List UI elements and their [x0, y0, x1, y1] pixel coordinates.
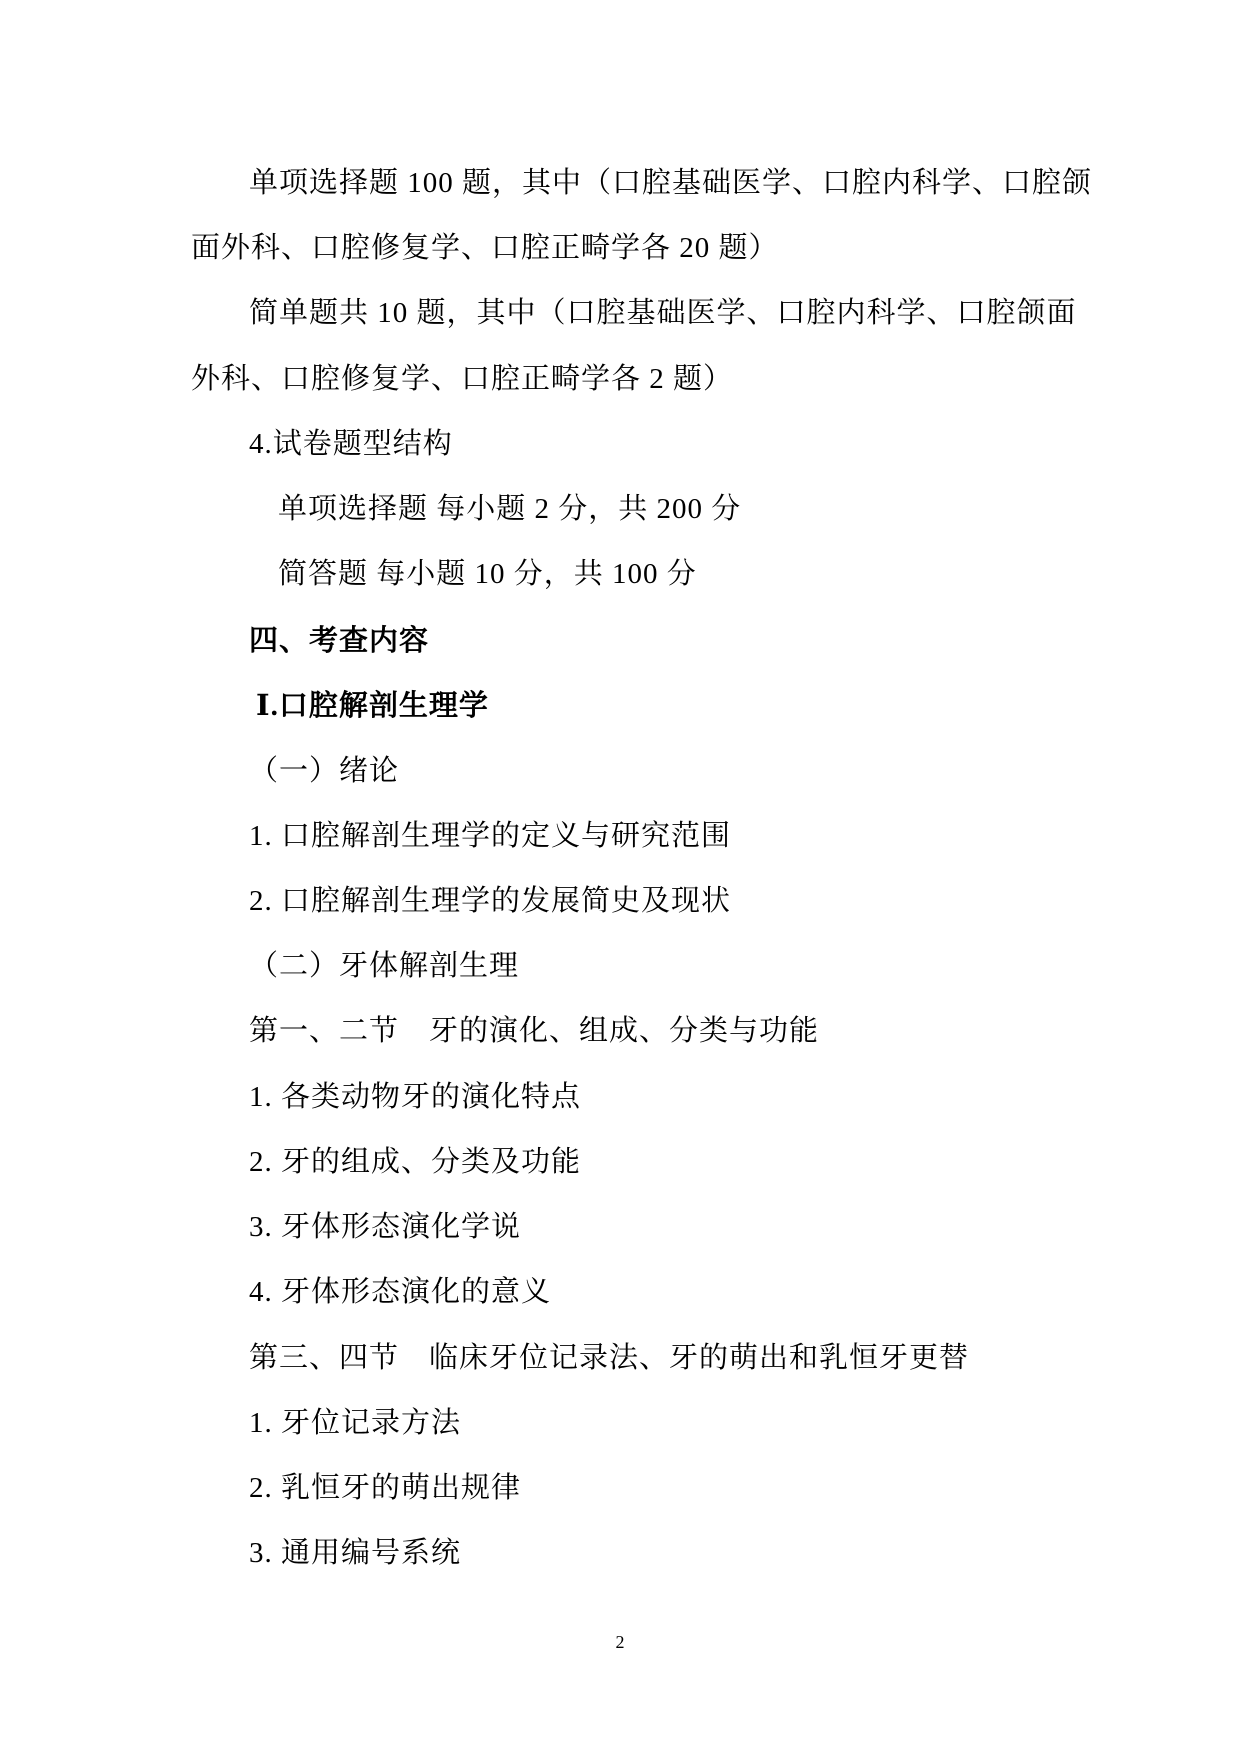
- paragraph-line: 单项选择题 每小题 2 分，共 200 分: [278, 493, 742, 525]
- list-item: 3. 通用编号系统: [249, 1537, 462, 1569]
- chapter-heading: （一）绪论: [249, 755, 400, 787]
- list-item: 4. 牙体形态演化的意义: [249, 1276, 552, 1308]
- paragraph-line: 单项选择题 100 题，其中（口腔基础医学、口腔内科学、口腔颌: [249, 167, 1093, 199]
- list-item: 2. 口腔解剖生理学的发展简史及现状: [249, 885, 732, 917]
- paragraph-line: 简单题共 10 题，其中（口腔基础医学、口腔内科学、口腔颌面: [249, 297, 1077, 329]
- list-item: 3. 牙体形态演化学说: [249, 1211, 522, 1243]
- paragraph-line: 面外科、口腔修复学、口腔正畸学各 20 题）: [191, 232, 779, 264]
- section-heading: 第一、二节 牙的演化、组成、分类与功能: [249, 1015, 820, 1047]
- list-item: 1. 口腔解剖生理学的定义与研究范围: [249, 820, 732, 852]
- list-item: 1. 牙位记录方法: [249, 1407, 462, 1439]
- subject-heading: Ⅰ.口腔解剖生理学: [256, 690, 489, 722]
- list-item: 2. 乳恒牙的萌出规律: [249, 1472, 522, 1504]
- list-item: 2. 牙的组成、分类及功能: [249, 1146, 582, 1178]
- page-number: 2: [615, 1632, 625, 1652]
- chapter-heading: （二）牙体解剖生理: [249, 950, 520, 982]
- section-heading: 四、考查内容: [249, 625, 430, 657]
- list-item: 1. 各类动物牙的演化特点: [249, 1081, 582, 1113]
- section-heading: 第三、四节 临床牙位记录法、牙的萌出和乳恒牙更替: [249, 1342, 970, 1374]
- section-heading: 4.试卷题型结构: [249, 428, 453, 460]
- paragraph-line: 外科、口腔修复学、口腔正畸学各 2 题）: [191, 363, 734, 395]
- paragraph-line: 简答题 每小题 10 分，共 100 分: [278, 558, 697, 590]
